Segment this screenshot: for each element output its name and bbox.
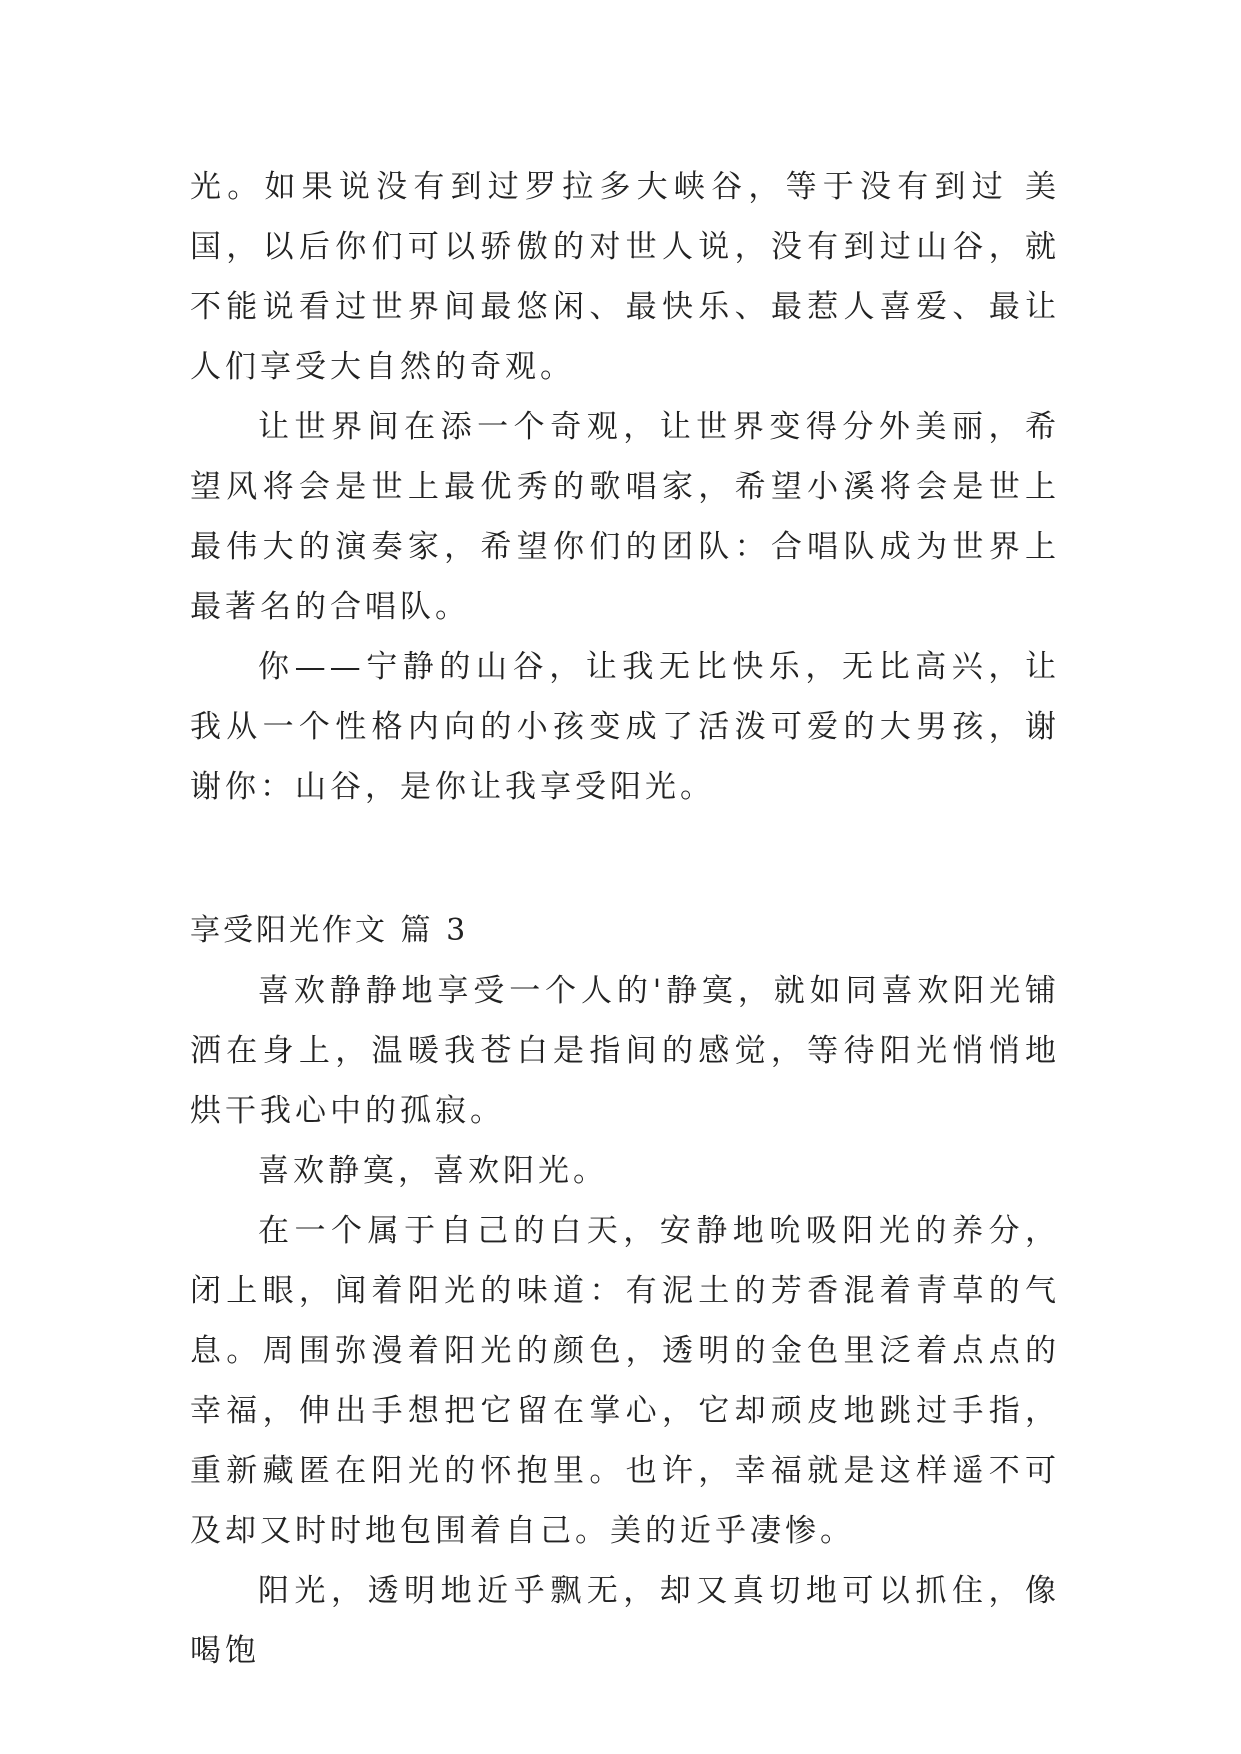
paragraph: 喜欢静静地享受一个人的'静寞，就如同喜欢阳光铺洒在身上，温暖我苍白是指间的感觉，等待阳光悄悄地烘干我心中的孤寂。 — [190, 973, 1060, 1129]
paragraph: 你——宁静的山谷，让我无比快乐，无比高兴，让我从一个性格内向的小孩变成了活泼可爱的大男孩，谢谢你：山谷，是你让我享受阳光。 — [190, 649, 1060, 805]
paragraph: 喜欢静寞，喜欢阳光。 — [258, 1153, 608, 1189]
paragraph-truncated: 阳光，透明地近乎飘无，却又真切地可以抓住，像喝饱 — [190, 1573, 1060, 1669]
paragraph-continued: 光。如果说没有到过罗拉多大峡谷，等于没有到过 美国，以后你们可以骄傲的对世人说，没有到过山谷，就不能说看过世界间最悠闲、最快乐、最惹人喜爱、最让人们享受大自然的奇观。 — [190, 169, 1060, 385]
section-heading: 享受阳光作文 篇 3 — [190, 913, 469, 948]
paragraph: 在一个属于自己的白天，安静地吮吸阳光的养分，闭上眼，闻着阳光的味道：有泥土的芳香混着青草的气息。周围弥漫着阳光的颜色，透明的金色里泛着点点的幸福，伸出手想把它留在掌心，它却顽皮地跳过手指，重新藏匿在阳光的怀抱里。也许，幸福就是这样遥不可及却又时时地包围着自己。美的近乎凄惨。 — [190, 1213, 1060, 1549]
document-body — [190, 157, 1060, 1681]
paragraph: 让世界间在添一个奇观，让世界变得分外美丽，希望风将会是世上最优秀的歌唱家，希望小溪将会是世上最伟大的演奏家，希望你们的团队：合唱队成为世界上最著名的合唱队。 — [190, 409, 1060, 625]
